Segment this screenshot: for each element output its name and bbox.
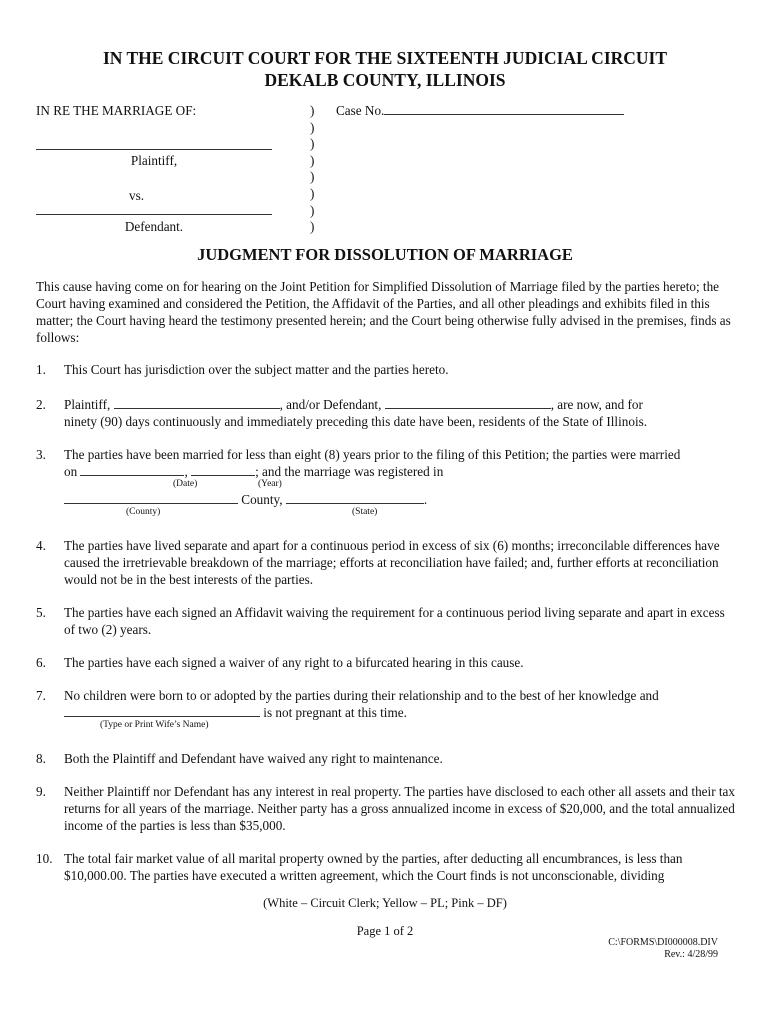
finding-2: 2. Plaintiff, , and/or Defendant, , are now, and for ninety (90) days continuously and immediately preceding this date have been, residents of the State of Illinois. — [36, 397, 648, 429]
versus-label: vs. — [129, 188, 145, 203]
form-path: C:\FORMS\DI000008.DIV — [608, 937, 718, 948]
finding-1: 1. This Court has jurisdiction over the subject matter and the parties hereto. — [36, 362, 449, 377]
marriage-date-field[interactable] — [80, 463, 184, 476]
caption-divider: ) ) ) ) ) ) ) ) — [310, 103, 315, 235]
court-header — [0, 47, 770, 91]
year-sublabel: (Year) — [258, 479, 282, 489]
finding-5: 5. The parties have each signed an Affidavit waiving the requirement for a continuous period living separate and apart in excess of two (2) years. — [36, 605, 725, 637]
plaintiff-label: Plaintiff, — [130, 153, 178, 168]
document-title: JUDGMENT FOR DISSOLUTION OF MARRIAGE — [197, 245, 573, 264]
page-number: Page 1 of 2 — [356, 924, 414, 938]
state-field[interactable] — [286, 491, 424, 504]
plaintiff-name-field[interactable] — [36, 149, 272, 150]
finding-9: 9. Neither Plaintiff nor Defendant has any interest in real property. The parties have disclosed to each other all assets and their tax returns for all years of the marriage. Neither party has a gross annualized income in excess of $20,000, and the total annualized income of the parties is less than $35,000. — [36, 784, 735, 833]
defendant-label: Defendant. — [124, 219, 184, 234]
finding-7: 7. No children were born to or adopted by the parties during their relationship and to the best of her knowledge and is not pregnant at this time. (Type or Print Wife’s Name) — [36, 688, 659, 730]
state-sublabel: (State) — [352, 507, 378, 517]
date-sublabel: (Date) — [173, 479, 198, 489]
defendant-name-field[interactable] — [36, 214, 272, 215]
form-revision: Rev.: 4/28/99 — [664, 949, 718, 960]
finding-10: 10. The total fair market value of all marital property owned by the parties, after deducting all encumbrances, is less than $10,000.00. The parties have executed a written agreement, which the Court finds is not unconscionable, dividing — [36, 851, 683, 883]
finding-6: 6. The parties have each signed a waiver of any right to a bifurcated hearing in this cause. — [36, 655, 524, 670]
finding-4: 4. The parties have lived separate and apart for a continuous period in excess of six (6) months; irreconcilable differences have caused the irretrievable breakdown of the marriage; efforts at reconciliation have failed; and, further efforts at reconciliation would not be in the best interests of the parties. — [36, 538, 720, 587]
matter-label: IN RE THE MARRIAGE OF: — [36, 103, 197, 118]
court-name: IN THE CIRCUIT COURT FOR THE SIXTEENTH JUDICIAL CIRCUIT — [102, 48, 668, 68]
county-sublabel: (County) — [126, 507, 161, 517]
intro-paragraph: This cause having come on for hearing on the Joint Petition for Simplified Dissolution of Marriage filed by the parties hereto; the Court having examined and considered the Petition, the Affidavit of the Parties, and all other pleadings and exhibits filed in this matter; the Court having heard the testimony presented herein; and the Court being otherwise fully advised in the premises, finds as follows: — [36, 279, 731, 345]
copy-distribution: (White – Circuit Clerk; Yellow – PL; Pink – DF) — [263, 896, 507, 910]
plaintiff-residence-field[interactable] — [114, 396, 280, 409]
county-name: DEKALB COUNTY, ILLINOIS — [264, 70, 506, 90]
case-number-label: Case No. — [336, 103, 385, 118]
wife-name-sublabel: (Type or Print Wife’s Name) — [100, 720, 209, 730]
form-reference — [608, 937, 718, 961]
defendant-residence-field[interactable] — [385, 396, 551, 409]
county-field[interactable] — [64, 491, 238, 504]
finding-3: 3. The parties have been married for less than eight (8) years prior to the filing of this Petition; the parties were married on , ; and the marriage was registered in (Date) (Year) County, . (County) (State) — [36, 447, 681, 517]
marriage-year-field[interactable] — [191, 463, 255, 476]
finding-8: 8. Both the Plaintiff and Defendant have waived any right to maintenance. — [36, 751, 443, 766]
wife-name-field[interactable] — [64, 704, 260, 717]
case-caption — [36, 102, 736, 237]
case-number — [336, 102, 624, 119]
case-number-field[interactable] — [384, 102, 624, 115]
